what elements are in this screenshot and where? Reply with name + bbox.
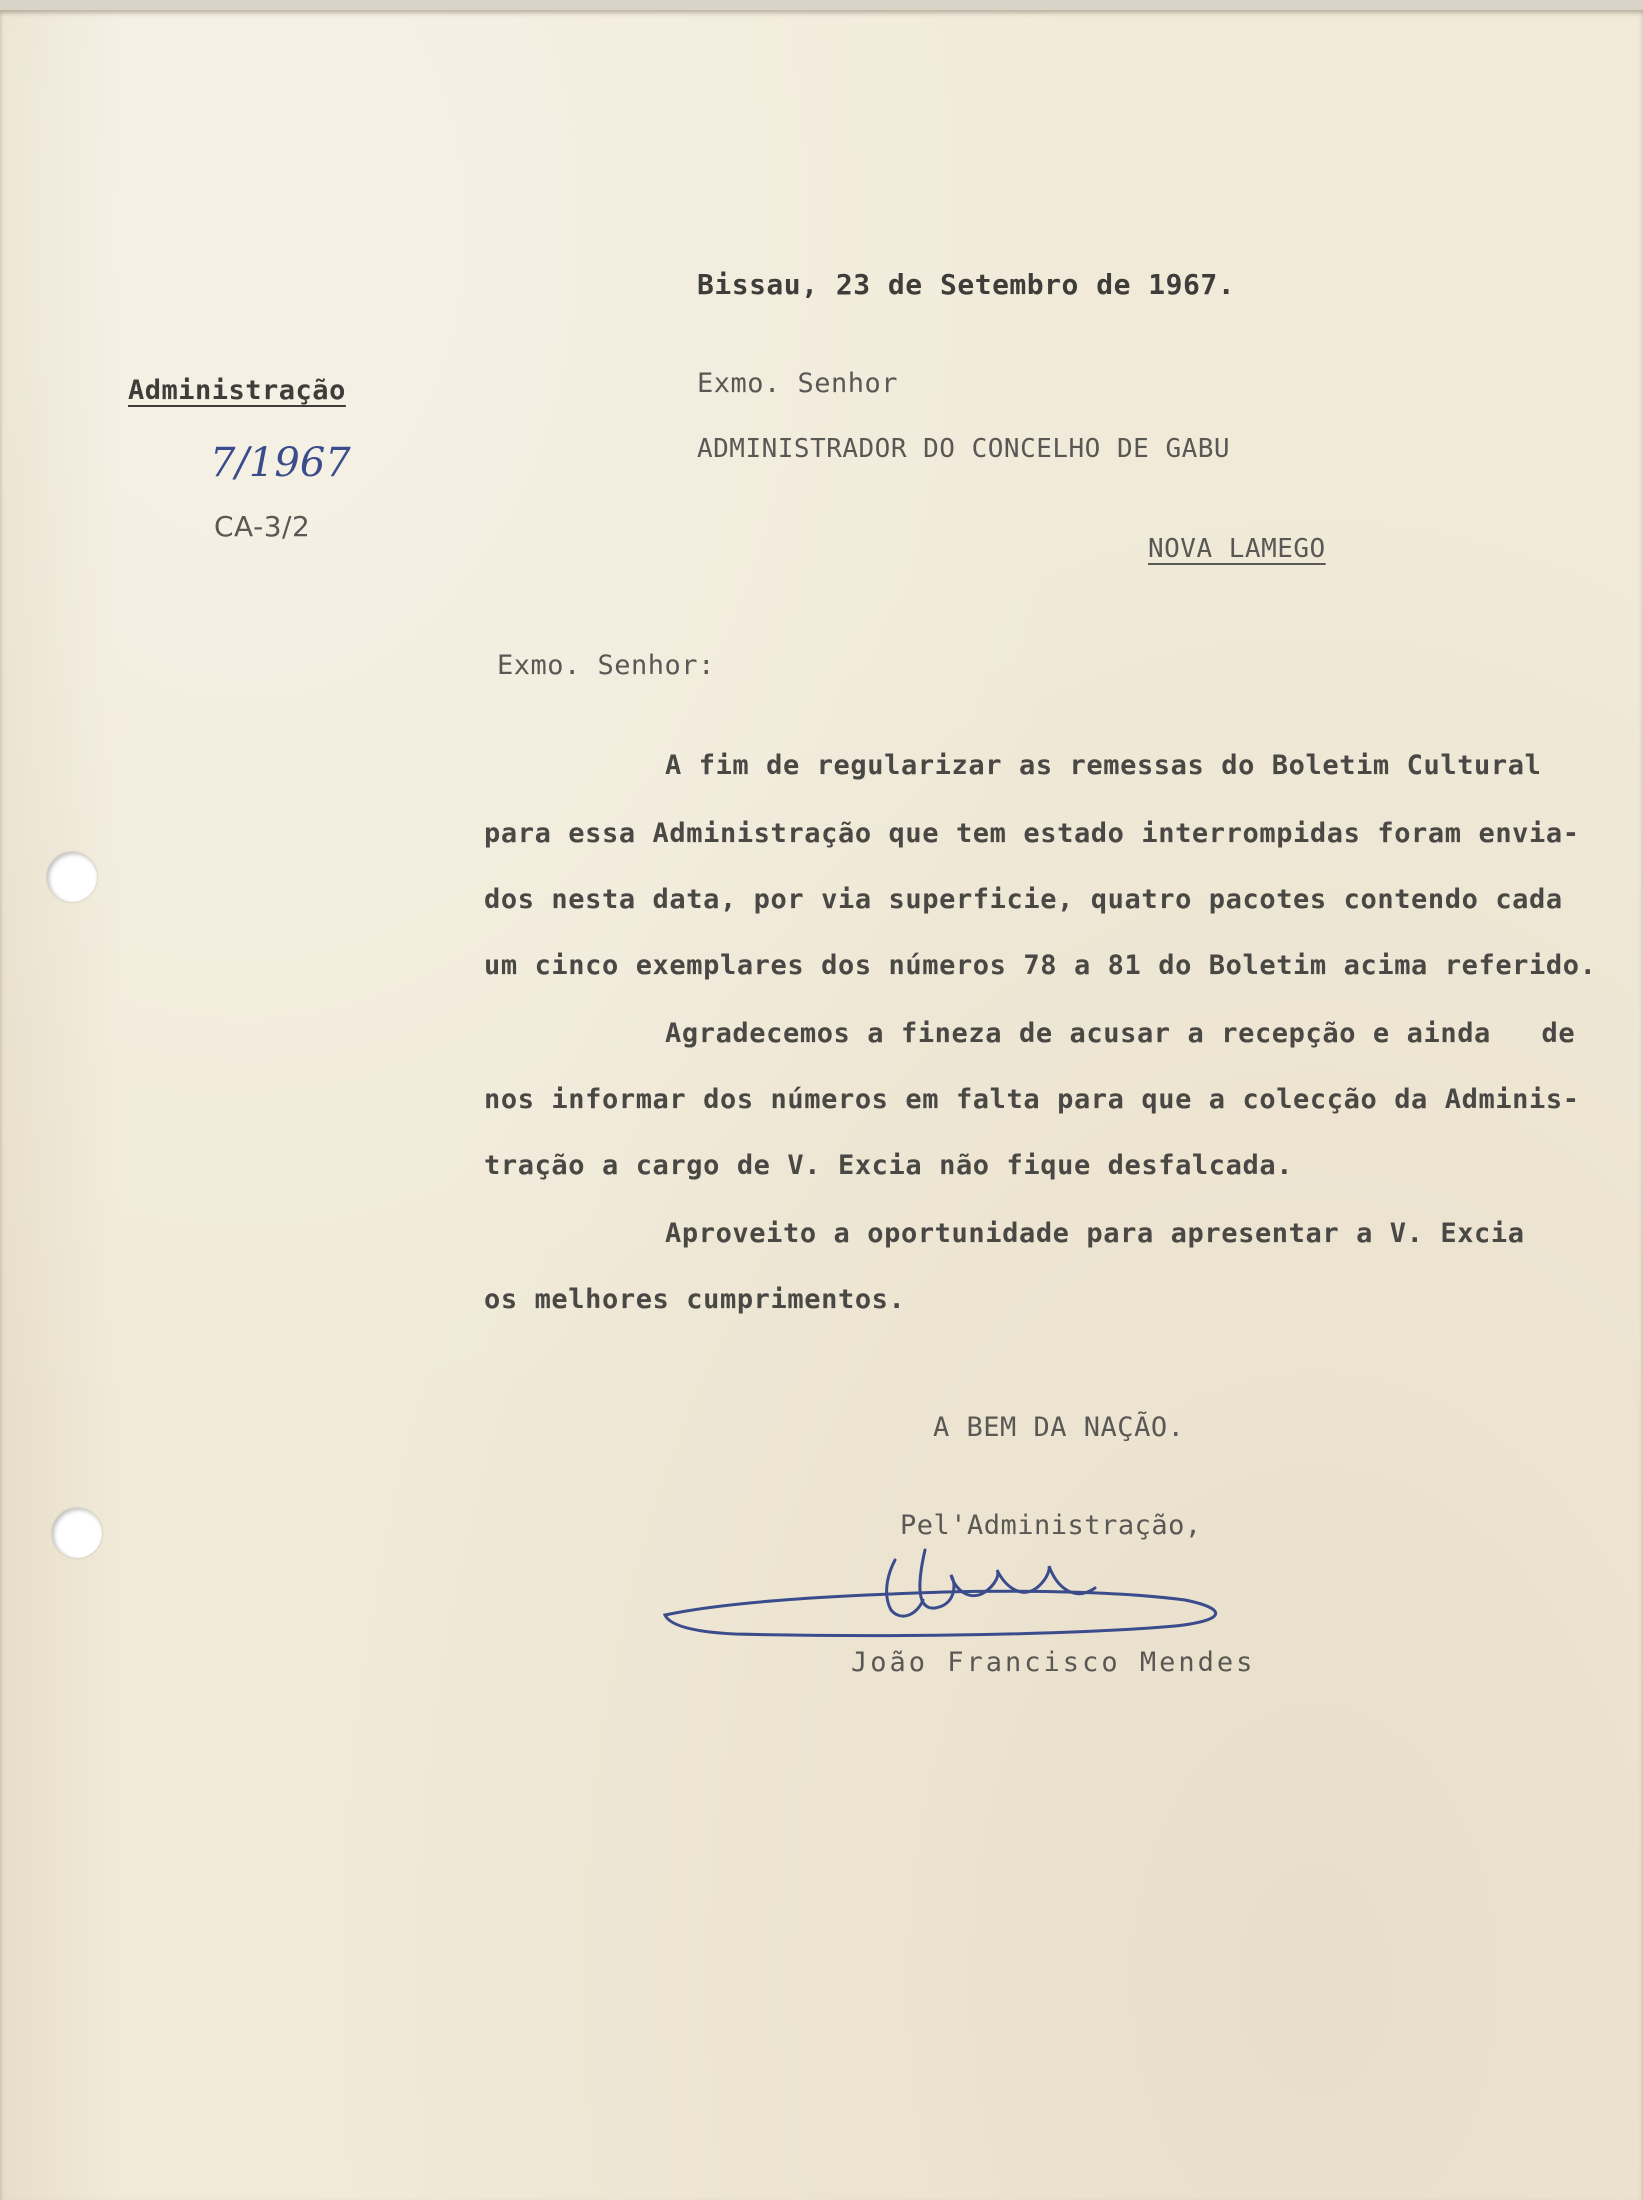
body-line-2: para essa Administração que tem estado interrompidas foram envia- [484,818,1580,849]
body-line-4: um cinco exemplares dos números 78 a 81 do Boletim acima referido. [484,950,1597,981]
punch-hole-top [47,852,97,902]
salutation-header: Exmo. Senhor [697,368,899,399]
body-line-9: os melhores cumprimentos. [484,1284,906,1315]
greeting-line: Exmo. Senhor: [497,650,715,681]
punch-hole-bottom [52,1508,102,1558]
closing-line: A BEM DA NAÇÃO. [933,1412,1185,1443]
body-line-6: nos informar dos números em falta para que a colecção da Adminis- [484,1084,1580,1115]
handwritten-signature [655,1530,1245,1650]
body-line-1: A fim de regularizar as remessas do Boletim Cultural [665,750,1542,781]
body-line-3: dos nesta data, por via superficie, quatro pacotes contendo cada [484,884,1563,915]
signatory-name: João Francisco Mendes [851,1647,1256,1678]
body-line-8: Aproveito a oportunidade para apresentar a V. Excia [665,1218,1525,1249]
recipient-line: ADMINISTRADOR DO CONCELHO DE GABU [697,434,1231,464]
margin-reference-code: CA-3/2 [214,510,311,543]
body-line-7: tração a cargo de V. Excia não fique desfalcada. [484,1150,1294,1181]
margin-reference-number: 7/1967 [210,440,351,486]
date-line: Bissau, 23 de Setembro de 1967. [697,268,1236,301]
location-line: NOVA LAMEGO [1148,534,1326,564]
margin-department: Administração [128,375,346,406]
signature-prefix: Pel'Administração, [900,1510,1202,1541]
letter-page [0,10,1643,2200]
body-line-5: Agradecemos a fineza de acusar a recepção e ainda de [665,1018,1576,1049]
